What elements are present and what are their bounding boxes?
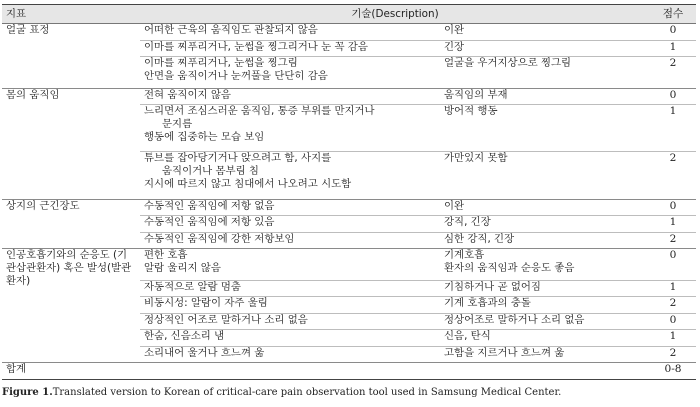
score-cell: 0	[650, 199, 696, 216]
description-cell	[140, 280, 650, 297]
indicator-cell: 몸의 움직임	[2, 88, 140, 199]
score-cell: 0	[650, 88, 696, 105]
description-line: 수동적인 움직임에 저항 없음	[144, 199, 275, 212]
description-cell	[140, 313, 650, 330]
description-cell	[140, 57, 650, 89]
behavior-note: 이완	[444, 24, 465, 36]
indicator-cell: 인공호흡기와의 순응도 (기관삽관환자) 혹은 발성(발관 환자)	[2, 249, 140, 363]
score-cell: 0	[650, 24, 696, 41]
score-cell: 1	[650, 330, 696, 347]
behavior-note: 이완	[444, 199, 465, 212]
description-cell	[140, 152, 650, 199]
description-cell	[140, 199, 650, 216]
description-cell	[140, 216, 650, 233]
description-line: 튜브를 잡아당기거나 앉으려고 함, 사지를	[144, 152, 332, 165]
description-line: 전혀 움직이지 않음	[144, 88, 231, 101]
description-cell	[140, 330, 650, 347]
header-indicator: 지표	[2, 5, 140, 24]
indicator-cell: 얼굴 표정	[2, 24, 140, 89]
behavior-note: 기계 호흡과의 충돌	[444, 297, 531, 310]
description-line: 이마를 찌푸리거나, 눈썹을 찡그리거나 눈 꼭 감음	[144, 40, 368, 53]
description-line: 문지름	[162, 118, 193, 131]
description-line: 이마를 찌푸리거나, 눈썹을 찡그림	[144, 57, 298, 69]
behavior-note: 가만있지 못함	[444, 152, 508, 165]
behavior-note: 신음, 탄식	[444, 330, 491, 343]
description-line: 안면을 움직이거나 눈꺼풀을 단단히 감음	[144, 70, 328, 82]
description-cell	[140, 297, 650, 314]
score-cell: 1	[650, 216, 696, 233]
description-line: 소리내어 울거나 흐느껴 욺	[144, 346, 265, 359]
description-line: 행동에 집중하는 모습 보임	[144, 131, 265, 144]
table-header-row	[2, 5, 696, 24]
description-cell	[140, 232, 650, 249]
total-row	[2, 363, 696, 380]
score-cell: 0	[650, 249, 696, 281]
header-description: 기술(Description)	[140, 5, 650, 24]
description-line: 자동적으로 알람 멈춤	[144, 280, 241, 293]
behavior-note: 기침하거나 곧 없어짐	[444, 280, 541, 293]
table-row	[2, 24, 696, 41]
behavior-note: 기계호흡	[444, 249, 485, 262]
behavior-note: 얼굴을 우거지상으로 찡그림	[444, 57, 572, 69]
score-cell: 1	[650, 105, 696, 152]
behavior-note: 정상어조로 말하거나 소리 없음	[444, 313, 585, 326]
score-cell: 2	[650, 57, 696, 89]
description-line: 수동적인 움직임에 강한 저항보임	[144, 232, 295, 245]
score-cell: 2	[650, 232, 696, 249]
cpot-table	[2, 4, 696, 380]
figure-caption	[2, 387, 561, 398]
description-line: 편한 호흡	[144, 249, 188, 262]
score-cell: 1	[650, 40, 696, 57]
description-cell	[140, 88, 650, 105]
description-line: 수동적인 움직임에 저항 있음	[144, 216, 275, 229]
behavior-note: 환자의 움직임과 순응도 좋음	[444, 262, 575, 275]
caption-text: Translated version to Korean of critical-care pain observation tool used in Samsung Medical Center.	[52, 387, 562, 398]
behavior-note: 강직, 긴장	[444, 216, 491, 229]
description-line: 알람 울리지 않음	[144, 262, 221, 275]
behavior-note: 방어적 행동	[444, 105, 498, 118]
description-line: 느리면서 조심스러운 움직임, 통증 부위를 만지거나	[144, 105, 375, 118]
description-cell	[140, 40, 650, 57]
table-row	[2, 249, 696, 281]
description-line: 정상적인 어조로 말하거나 소리 없음	[144, 313, 308, 326]
score-cell: 2	[650, 152, 696, 199]
description-line: 지시에 따르지 않고 침대에서 나오려고 시도함	[144, 178, 352, 191]
description-cell	[140, 249, 650, 281]
score-cell: 1	[650, 280, 696, 297]
description-cell	[140, 24, 650, 41]
total-label: 합계	[2, 363, 140, 380]
score-cell: 0	[650, 313, 696, 330]
description-line: 움직이거나 몸부림 침	[162, 165, 259, 178]
header-score: 점수	[650, 5, 696, 24]
table-body	[2, 24, 696, 380]
description-line: 한숨, 신음소리 냄	[144, 330, 225, 343]
description-line: 비동시성: 알람이 자주 울림	[144, 297, 268, 310]
score-cell: 2	[650, 346, 696, 363]
score-cell: 2	[650, 297, 696, 314]
caption-label: Figure 1.	[2, 387, 53, 398]
table-row	[2, 88, 696, 105]
behavior-note: 고함을 지르거나 흐느껴 욺	[444, 346, 565, 359]
description-cell	[140, 346, 650, 363]
description-cell	[140, 105, 650, 152]
behavior-note: 긴장	[444, 40, 465, 53]
behavior-note: 심한 강직, 긴장	[444, 232, 515, 245]
table-row	[2, 199, 696, 216]
indicator-cell: 상지의 근긴장도	[2, 199, 140, 249]
total-score: 0-8	[650, 363, 696, 380]
behavior-note: 움직임의 부재	[444, 88, 508, 101]
total-spacer	[140, 363, 650, 380]
description-line: 어떠한 근육의 움직임도 관찰되지 않음	[144, 24, 318, 36]
